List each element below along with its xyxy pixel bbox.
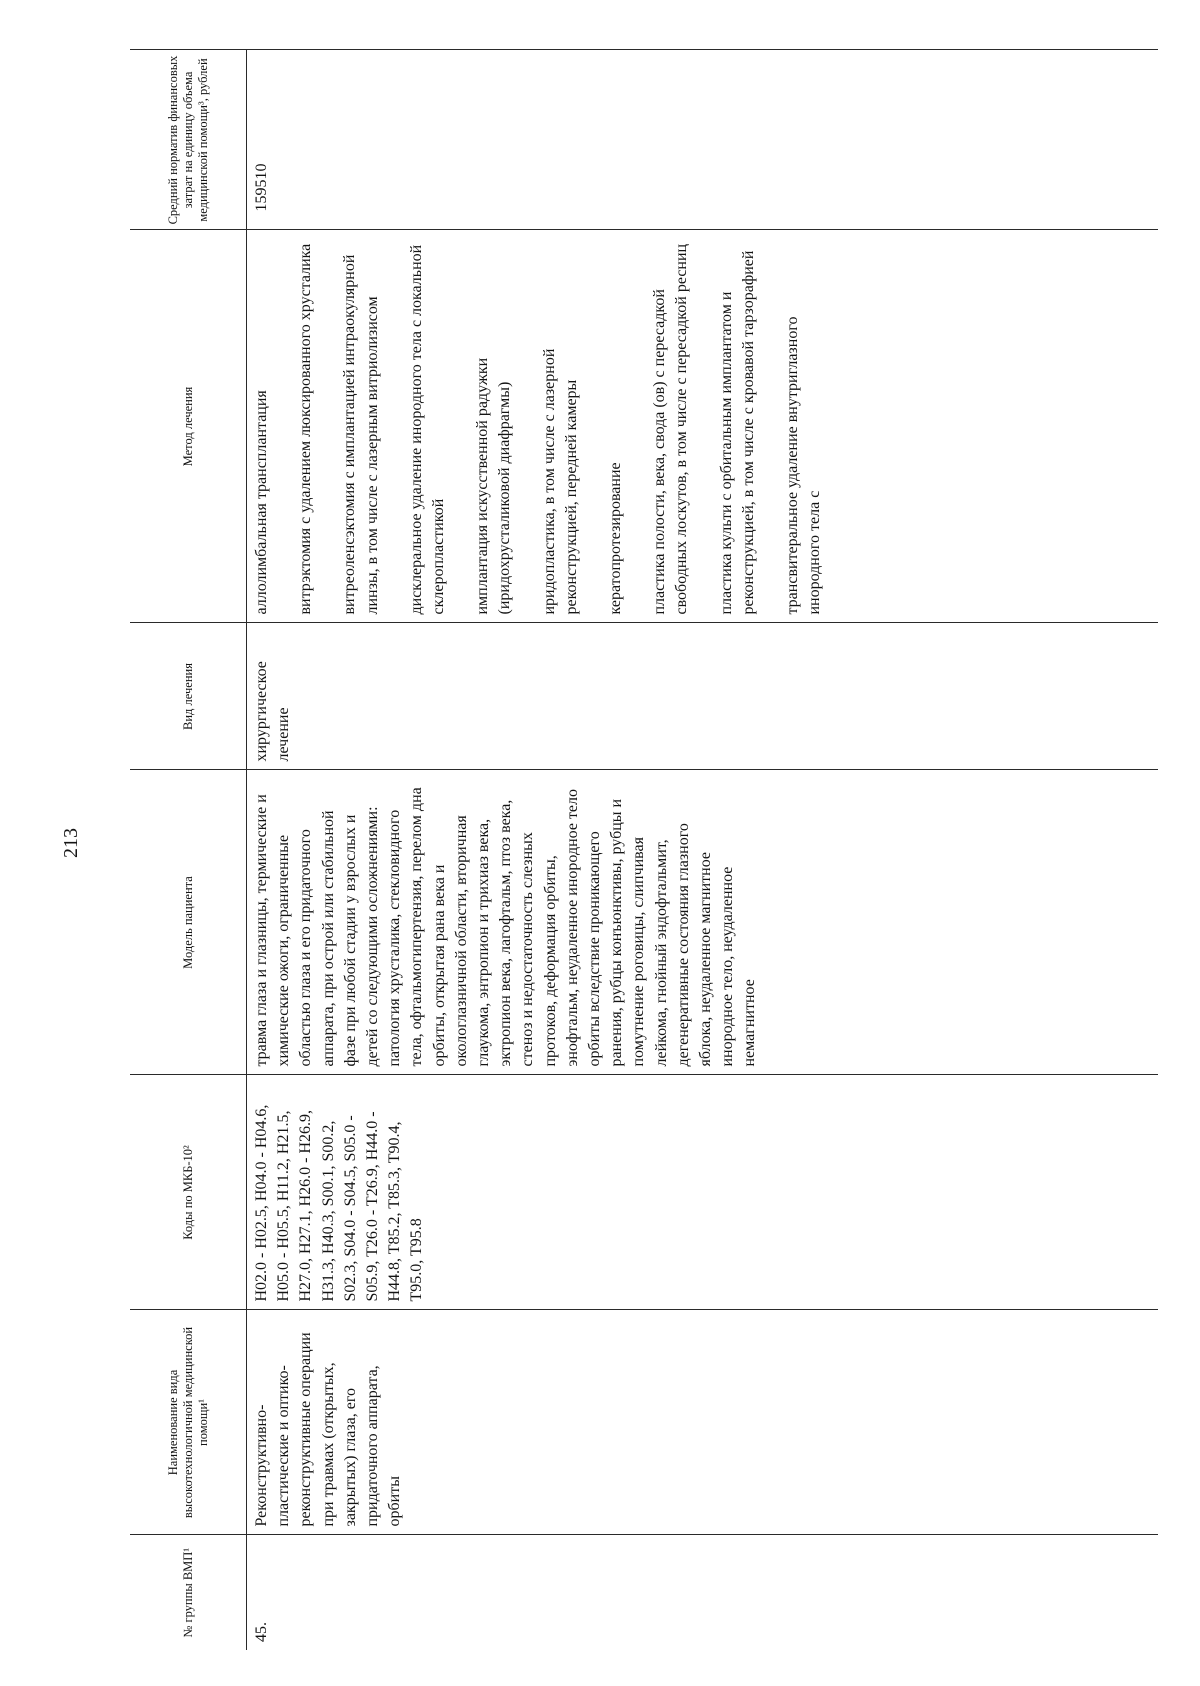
header-name: Наименование вида высокотехнологичной медицинской помощи¹ [130, 1310, 247, 1535]
header-patient-model: Модель пациента [130, 770, 247, 1075]
header-group-no: № группы ВМП¹ [130, 1535, 247, 1650]
rotated-page [130, 0, 1190, 1686]
method-item: имплантация искусственной радужки (иридохрусталиковой диафрагмы) [474, 357, 514, 615]
cell-treatment-type: хирургическое лечение [247, 623, 1159, 770]
cell-cost: 159510 [247, 50, 1159, 230]
method-item: витрэктомия с удалением люксированного хрусталика [297, 243, 315, 615]
method-item: трансвитеральное удаление внутриглазного инородного тела с [784, 316, 824, 615]
table-row [247, 50, 1159, 1650]
cell-patient-model: травма глаза и глазницы, термические и химические ожоги, ограниченные областью глаза и его придаточного аппарата, при острой или стабильной фазе при любой стадии у взрослых и детей со следующими осложнениями: патология хрусталика, стекловидного тела, офтальмогипертензия, перелом дна орбиты, открытая рана века и окологлазничной области, вторичная глаукома, энтропион и трихиаз века, эктропион века, лагофтальм, птоз века, стеноз и недостаточность слезных протоков, деформация орбиты, энофтальм, неудаленное инородное тело орбиты вследствие проникающего ранения, рубцы конъюнктивы, рубцы и помутнение роговицы, слипчивая лейкома, гнойный эндофтальмит, дегенеративные состояния глазного яблока, неудаленное магнитное инородное тело, неудаленное немагнитное [247, 770, 1159, 1075]
method-item: пластика полости, века, свода (ов) с пересадкой свободных лоскутов, в том числе с пересадкой ресниц [651, 243, 691, 615]
cell-name: Реконструктивно-пластические и оптико-реконструктивные операции при травмах (открытых, закрытых) глаза, его придаточного аппарата, орбиты [247, 1310, 1159, 1535]
method-item: иридопластика, в том числе с лазерной реконструкцией, передней камеры [540, 348, 580, 615]
header-method: Метод лечения [130, 230, 247, 623]
table-header-row [130, 50, 247, 1650]
header-codes: Коды по МКБ-10² [130, 1075, 247, 1310]
method-item: пластика культи с орбитальным имплантатом и реконструкцией, в том числе с кровавой тарзорафией [717, 250, 757, 615]
header-cost: Средний норматив финансовых затрат на единицу объема медицинской помощи³, рублей [130, 50, 247, 230]
vmp-table [130, 50, 1158, 1651]
page-number: 213 [60, 828, 82, 858]
method-item: витреоленсэктомия с имплантацией интраокулярной линзы, в том числе с лазерным витриолизисом [341, 254, 381, 615]
method-item: кератопротезирование [607, 462, 625, 615]
method-item: аллолимбальная трансплантация [253, 390, 270, 615]
cell-group-no: 45. [247, 1535, 1159, 1650]
header-treatment-type: Вид лечения [130, 623, 247, 770]
method-item: дисклеральное удаление инородного тела с локальной склеропластикой [407, 244, 448, 615]
cell-codes: H02.0 - H02.5, H04.0 - H04.6, H05.0 - H05.5, H11.2, H21.5, H27.0, H27.1, H26.0 - H26.9, H31.3, H40.3, S00.1, S00.2, S02.3, S04.0 - S04.5, S05.0 - S05.9, T26.0 - T26.9, H44.0 - H44.8, T85.2, T85.3, T90.4, T95.0, T95.8 [247, 1075, 1159, 1310]
cell-methods [247, 230, 1159, 623]
